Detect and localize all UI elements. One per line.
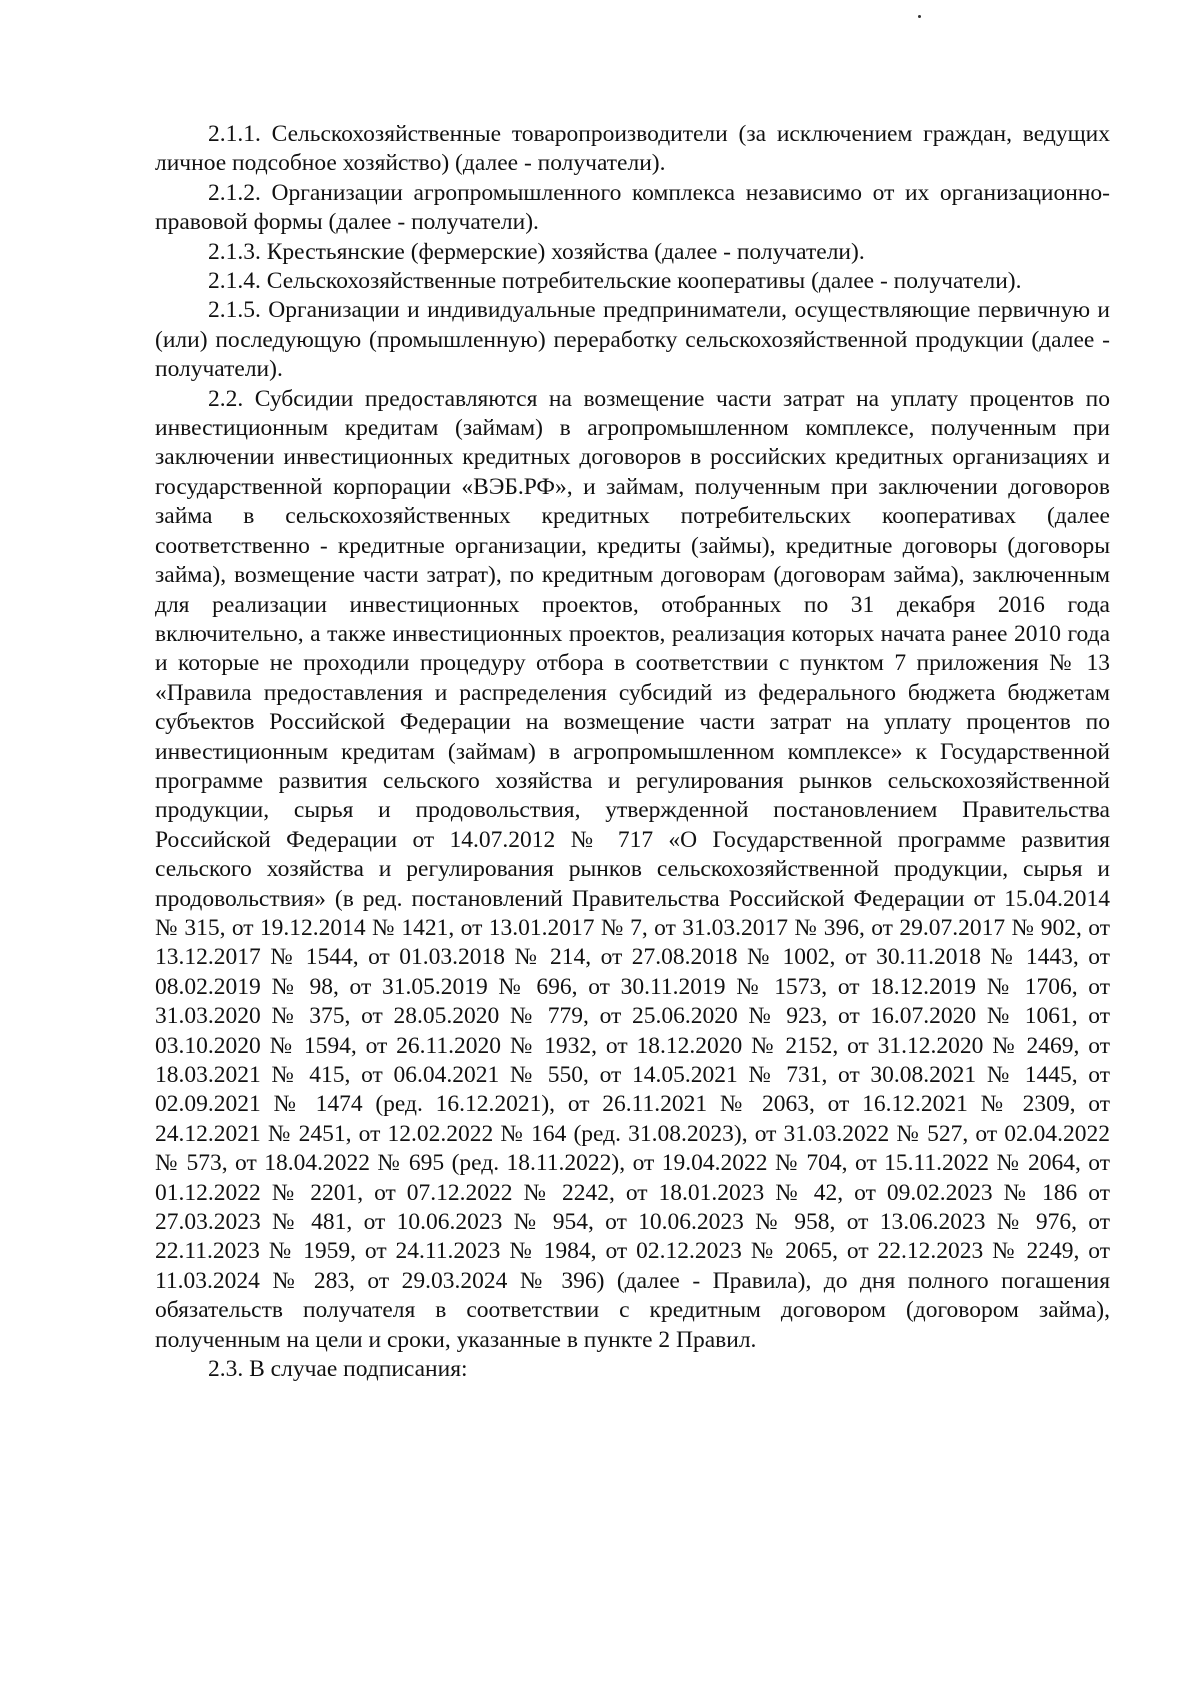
document-page	[155, 120, 1110, 1384]
clause-2-1-2: 2.1.2. Организации агропромышленного комплекса независимо от их организационно-правовой формы (далее - получатели).	[155, 179, 1110, 236]
clause-2-1-5: 2.1.5. Организации и индивидуальные предприниматели, осуществляющие первичную и (или) последующую (промышленную) переработку сельскохозяйственной продукции (далее - получатели).	[155, 297, 1110, 383]
clause-2-3: 2.3. В случае подписания:	[208, 1356, 468, 1383]
clause-2-1-1: 2.1.1. Сельскохозяйственные товаропроизводители (за исключением граждан, ведущих личное подсобное хозяйство) (далее - получатели).	[155, 121, 1110, 177]
clause-2-1-3: 2.1.3. Крестьянские (фермерские) хозяйства (далее - получатели).	[208, 238, 865, 265]
clause-2-2: 2.2. Субсидии предоставляются на возмещение части затрат на уплату процентов по инвестиционным кредитам (займам) в агропромышленном комплексе, полученным при заключении инвестиционных кредитных договоров в российских кредитных организациях и государственной корпорации «ВЭБ.РФ», и займам, полученным при заключении договоров займа в сельскохозяйственных кредитных потребительских кооперативах (далее соответственно - кредитные организации, кредиты (займы), кредитные договоры (договоры займа), возмещение части затрат), по кредитным договорам (договорам займа), заключенным для реализации инвестиционных проектов, отобранных по 31 декабря 2016 года включительно, а также инвестиционных проектов, реализация которых начата ранее 2010 года и которые не проходили процедуру отбора в соответствии с пунктом 7 приложения № 13 «Правила предоставления и распределения субсидий из федерального бюджета бюджетам субъектов Российской Федерации на возмещение части затрат на уплату процентов по инвестиционным кредитам (займам) в агропромышленном комплексе» к Государственной программе развития сельского хозяйства и регулирования рынков сельскохозяйственной продукции, сырья и продовольствия, утвержденной постановлением Правительства Российской Федерации от 14.07.2012 № 717 «О Государственной программе развития сельского хозяйства и регулирования рынков сельскохозяйственной продукции, сырья и продовольствия» (в ред. постановлений Правительства Российской Федерации от 15.04.2014 № 315, от 19.12.2014 № 1421, от 13.01.2017 № 7, от 31.03.2017 № 396, от 29.07.2017 № 902, от 13.12.2017 № 1544, от 01.03.2018 № 214, от 27.08.2018 № 1002, от 30.11.2018 № 1443, от 08.02.2019 № 98, от 31.05.2019 № 696, от 30.11.2019 № 1573, от 18.12.2019 № 1706, от 31.03.2020 № 375, от 28.05.2020 № 779, от 25.06.2020 № 923, от 16.07.2020 № 1061, от 03.10.2020 № 1594, от 26.11.2020 № 1932, от 18.12.2020 № 2152, от 31.12.2020 № 2469, от 18.03.2021 № 415, от 06.04.2021 № 550, от 14.05.2021 № 731, от 30.08.2021 № 1445, от 02.09.2021 № 1474 (ред. 16.12.2021), от 26.11.2021 № 2063, от 16.12.2021 № 2309, от 24.12.2021 № 2451, от 12.02.2022 № 164 (ред. 31.08.2023), от 31.03.2022 № 527, от 02.04.2022 № 573, от 18.04.2022 № 695 (ред. 18.11.2022), от 19.04.2022 № 704, от 15.11.2022 № 2064, от 01.12.2022 № 2201, от 07.12.2022 № 2242, от 18.01.2023 № 42, от 09.02.2023 № 186 от 27.03.2023 № 481, от 10.06.2023 № 954, от 10.06.2023 № 958, от 13.06.2023 № 976, от 22.11.2023 № 1959, от 24.11.2023 № 1984, от 02.12.2023 № 2065, от 22.12.2023 № 2249, от 11.03.2024 № 283, от 29.03.2024 № 396) (далее - Правила), до дня полного погашения обязательств получателя в соответствии с кредитным договором (договором займа), полученным на цели и сроки, указанные в пункте 2 Правил.	[155, 385, 1110, 1353]
scan-speck	[918, 15, 921, 18]
clause-2-1-4: 2.1.4. Сельскохозяйственные потребительские кооперативы (далее - получатели).	[208, 268, 1022, 295]
